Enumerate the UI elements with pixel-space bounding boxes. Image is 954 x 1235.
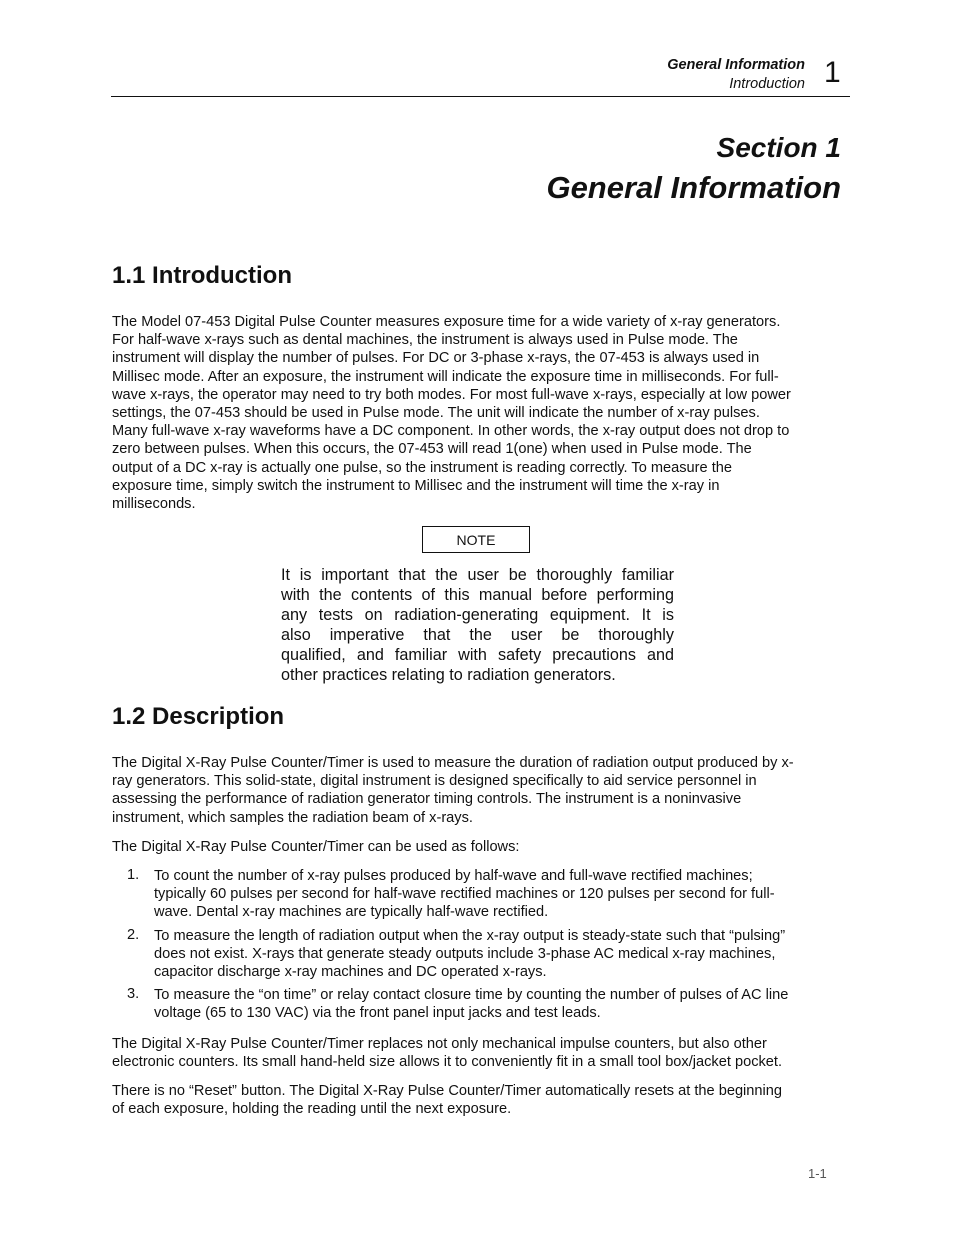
intro-line: wave x-rays, the operator may need to try both modes. For most full-wave x-rays, especially at low power <box>112 386 791 403</box>
description-line: The Digital X-Ray Pulse Counter/Timer is used to measure the duration of radiation output produced by x- <box>112 755 794 771</box>
note-text <box>281 565 674 685</box>
description-paragraph-1 <box>112 754 847 827</box>
description-line: The Digital X-Ray Pulse Counter/Timer replaces not only mechanical impulse counters, but also other <box>112 1036 767 1052</box>
intro-paragraph <box>112 313 847 513</box>
section-title: General Information <box>546 170 841 205</box>
description-line: instrument, which samples the radiation beam of x-rays. <box>112 809 473 826</box>
description-paragraph-2 <box>112 838 847 856</box>
intro-line: For half-wave x-rays such as dental machines, the instrument is always used in Pulse mode. The <box>112 332 738 349</box>
description-line: ray generators. This solid-state, digital instrument is designed specifically to aid service personnel in <box>112 773 757 790</box>
description-line: of each exposure, holding the reading until the next exposure. <box>112 1101 512 1118</box>
description-line: The Digital X-Ray Pulse Counter/Timer can be used as follows: <box>112 839 520 855</box>
list-item-line: To count the number of x-ray pulses produced by half-wave and full-wave rectified machines; <box>154 868 753 884</box>
list-item-number: 3. <box>127 986 140 1002</box>
description-line: electronic counters. Its small hand-held size allows it to conveniently fit in a small tool box/jacket pocket. <box>112 1054 783 1071</box>
list-item-line: does not exist. X-rays that generate steady outputs include 3-phase AC medical x-ray machines, <box>154 946 776 963</box>
list-item-number: 1. <box>127 867 140 883</box>
description-line: assessing the performance of radiation generator timing controls. The instrument is a noninvasive <box>112 791 742 808</box>
list-item-number: 2. <box>127 927 140 943</box>
description-heading: 1.2 Description <box>112 703 285 730</box>
list-item-line: capacitor discharge x-ray machines and DC operated x-rays. <box>154 964 547 981</box>
intro-line: output of a DC x-ray is actually one pulse, so the instrument is reading correctly. To measure the <box>112 459 732 476</box>
description-paragraph-4 <box>112 1082 847 1118</box>
list-item-line: voltage (65 to 130 VAC) via the front panel input jacks and test leads. <box>154 1005 601 1022</box>
note-line: qualified, and familiar with safety precautions and <box>281 646 674 664</box>
intro-line: The Model 07-453 Digital Pulse Counter measures exposure time for a wide variety of x-ray generators. <box>112 314 781 330</box>
running-header-title: General Information <box>667 57 805 73</box>
intro-line: settings, the 07-453 should be used in Pulse mode. The unit will indicate the number of x-ray pulses. <box>112 405 760 422</box>
intro-line: exposure time, simply switch the instrument to Millisec and the instrument will time the x-ray in <box>112 477 720 494</box>
intro-heading: 1.1 Introduction <box>112 262 292 289</box>
note-line: other practices relating to radiation generators. <box>281 666 616 684</box>
list-item <box>154 927 844 982</box>
list-item <box>154 867 844 922</box>
description-line: There is no “Reset” button. The Digital X-Ray Pulse Counter/Timer automatically resets at the beginning <box>112 1083 783 1099</box>
list-item-line: To measure the “on time” or relay contact closure time by counting the number of pulses of AC line <box>154 987 789 1003</box>
note-line: It is important that the user be thoroughly familiar <box>281 566 674 584</box>
section-label: Section 1 <box>716 132 841 163</box>
intro-line: Many full-wave x-ray waveforms have a DC component. In other words, the x-ray output does not drop to <box>112 423 790 440</box>
intro-line: instrument will display the number of pulses. For DC or 3-phase x-rays, the 07-453 is always used in <box>112 350 760 367</box>
note-line: any tests on radiation-generating equipment. It is <box>281 606 674 624</box>
list-item-line: To measure the length of radiation output when the x-ray output is steady-state such that “pulsing” <box>154 928 786 944</box>
list-item-line: wave. Dental x-ray machines are typically half-wave rectified. <box>154 904 549 921</box>
description-paragraph-3 <box>112 1035 847 1071</box>
note-line: also imperative that the user be thoroughly <box>281 626 674 644</box>
intro-line: zero between pulses. When this occurs, the 07-453 will read 1(one) when used in Pulse mode. The <box>112 441 752 458</box>
header-rule <box>111 96 850 97</box>
running-header-subtitle: Introduction <box>729 76 805 92</box>
list-item-line: typically 60 pulses per second for half-wave rectified machines or 120 pulses per second for full- <box>154 886 775 903</box>
list-item <box>154 986 844 1022</box>
chapter-number: 1 <box>824 56 841 89</box>
intro-line: milliseconds. <box>112 496 196 513</box>
page-number: 1-1 <box>808 1166 827 1181</box>
note-line: with the contents of this manual before performing <box>281 586 674 604</box>
note-label-box: NOTE <box>422 526 530 553</box>
intro-line: Millisec mode. After an exposure, the instrument will indicate the exposure time in milliseconds. For full- <box>112 368 779 385</box>
